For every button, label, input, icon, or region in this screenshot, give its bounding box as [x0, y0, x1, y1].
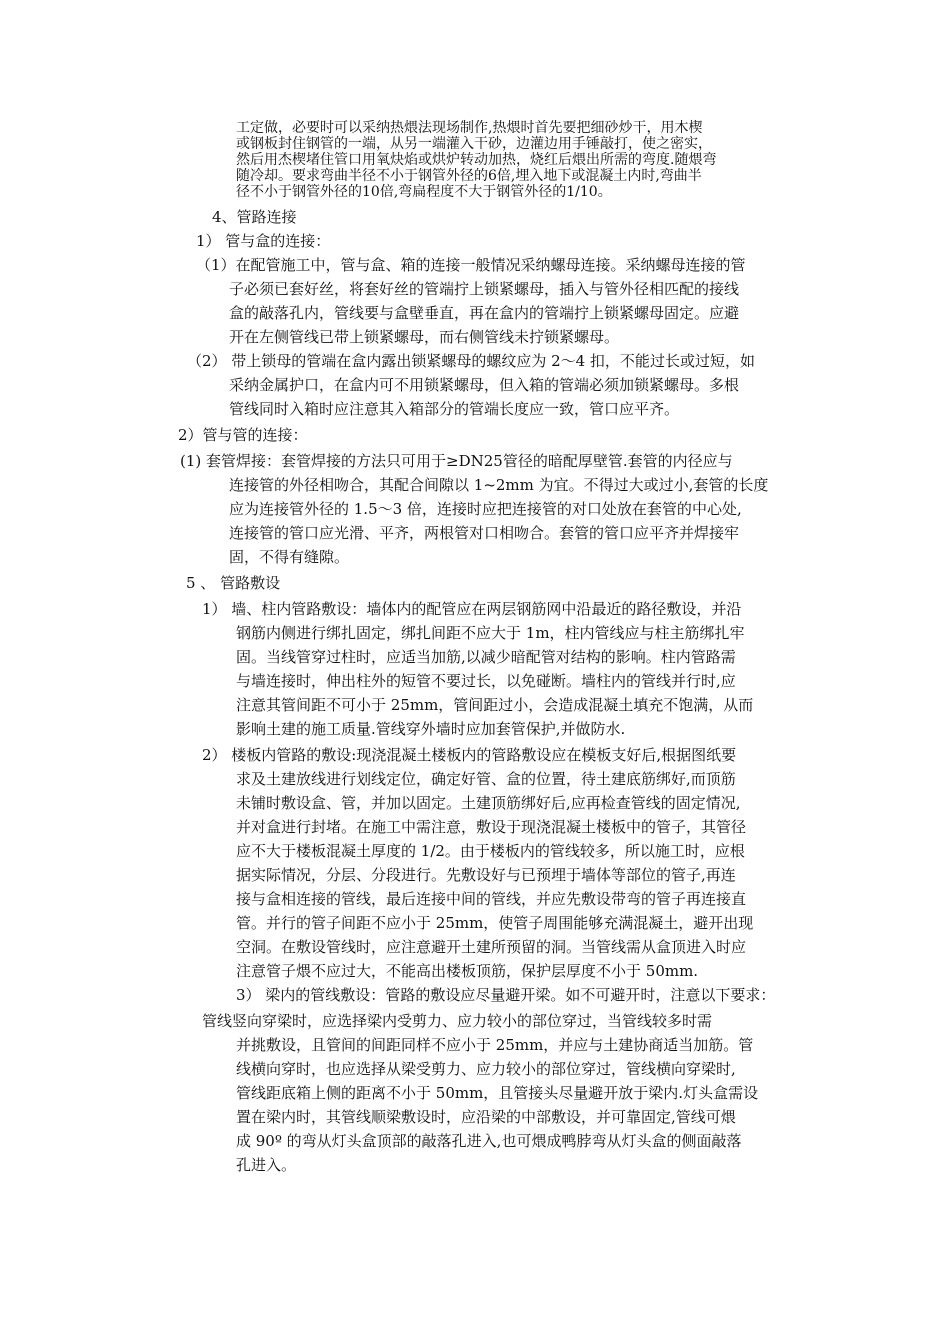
paragraph-line: 采纳金属护口，在盒内可不用锁紧螺母，但入箱的管端必须加锁紧螺母。多根 — [229, 376, 740, 394]
paragraph-line: 2） 楼板内管路的敷设:现浇混凝土楼板内的管路敷设应在模板支好后,根据图纸要 — [202, 746, 737, 764]
paragraph-line: 据实际情况，分层、分段进行。先敷设好与已预埋于墙体等部位的管子,再连 — [236, 866, 736, 884]
section-heading: 4、管路连接 — [212, 208, 297, 226]
paragraph-line: 钢筋内侧进行绑扎固定，绑扎间距不应大于 1m，柱内管线应与柱主筋绑扎牢 — [236, 624, 745, 642]
paragraph-line: 然后用杰楔堵住管口用氧炔焰或烘炉转动加热，烧红后煨出所需的弯度.随煨弯 — [236, 152, 717, 168]
paragraph-line: 随冷却。要求弯曲半径不小于钢管外径的6倍,埋入地下或混凝土内时,弯曲半 — [236, 168, 702, 184]
paragraph-line: 径不小于钢管外径的10倍,弯扁程度不大于钢管外径的1/10。 — [236, 184, 612, 200]
paragraph-line: 孔进入。 — [236, 1156, 297, 1174]
paragraph-line: (1) 套管焊接：套管焊接的方法只可用于≥DN25管径的暗配厚壁管.套管的内径应与 — [180, 452, 733, 470]
paragraph-line: 连接管的管口应光滑、平齐，两根管对口相吻合。套管的管口应平齐并焊接牢 — [229, 524, 740, 542]
paragraph-line: 线横向穿时，也应选择从梁受剪力、应力较小的部位穿过，管线横向穿梁时, — [236, 1060, 736, 1078]
paragraph-line: 与墙连接时，伸出柱外的短管不要过长，以免碰断。墙柱内的管线并行时,应 — [236, 672, 736, 690]
paragraph-line: （2） 带上锁母的管端在盒内露出锁紧螺母的螺纹应为 2～4 扣，不能过长或过短，如 — [187, 352, 755, 370]
paragraph-line: 1） 墙、柱内管路敷设：墙体内的配管应在两层钢筋网中沿最近的路径敷设，并沿 — [202, 600, 742, 618]
paragraph-line: 或钢板封住钢管的一端，从另一端灌入干砂，边灌边用手锤敲打，使之密实， — [236, 136, 712, 152]
paragraph-line: （1）在配管施工中，管与盒、箱的连接一般情况采纳螺母连接。采纳螺母连接的管 — [196, 256, 746, 274]
paragraph-line: 固，不得有缝隙。 — [229, 548, 350, 566]
paragraph-line: 管线竖向穿梁时，应选择梁内受剪力、应力较小的部位穿过，当管线较多时需 — [202, 1012, 713, 1030]
subsection-heading: 2）管与管的连接： — [178, 426, 308, 444]
subsection-heading: 1） 管与盒的连接： — [196, 232, 331, 250]
paragraph-line: 注意管子煨不应过大，不能高出楼板顶筋，保护层厚度不小于 50mm. — [236, 962, 699, 980]
paragraph-line: 置在梁内时，其管线顺梁敷设时，应沿梁的中部敷设，并可靠固定,管线可煨 — [236, 1108, 736, 1126]
paragraph-line: 空洞。在敷设管线时，应注意避开土建所预留的洞。当管线需从盒顶进入时应 — [236, 938, 747, 956]
paragraph-line: 并挑敷设，且管间的间距同样不应小于 25mm，并应与土建协商适当加筋。管 — [236, 1036, 754, 1054]
paragraph-line: 成 90º 的弯从灯头盒顶部的敲落孔进入,也可煨成鸭脖弯从灯头盒的侧面敲落 — [236, 1132, 742, 1150]
paragraph-line: 子必须已套好丝，将套好丝的管端拧上锁紧螺母，插入与管外径相匹配的接线 — [229, 280, 740, 298]
paragraph-line: 应不大于楼板混凝土厚度的 1/2。由于楼板内的管线较多，所以施工时，应根 — [236, 842, 745, 860]
paragraph-line: 并对盒进行封堵。在施工中需注意，敷设于现浇混凝土楼板中的管子，其管径 — [236, 818, 747, 836]
paragraph-line: 工定做，必要时可以采纳热煨法现场制作,热煨时首先要把细砂炒干，用木楔 — [236, 120, 703, 136]
paragraph-line: 固。当线管穿过柱时，应适当加筋,以减少暗配管对结构的影响。柱内管路需 — [236, 648, 736, 666]
paragraph-line: 3） 梁内的管线敷设：管路的敷设应尽量避开梁。如不可避开时，注意以下要求： — [236, 986, 776, 1004]
paragraph-line: 连接管的外径相吻合，其配合间隙以 1~2mm 为宜。不得过大或过小,套管的长度 — [229, 476, 769, 494]
paragraph-line: 管线同时入箱时应注意其入箱部分的管端长度应一致，管口应平齐。 — [229, 400, 680, 418]
paragraph-line: 未铺时敷设盒、管，并加以固定。土建顶筋绑好后,应再检查管线的固定情况, — [236, 794, 741, 812]
paragraph-line: 接与盒相连接的管线，最后连接中间的管线，并应先敷设带弯的管子再连接直 — [236, 890, 747, 908]
paragraph-line: 注意其管间距不可小于 25mm，管间距过小，会造成混凝土填充不饱满，从而 — [236, 696, 754, 714]
paragraph-line: 应为连接管外径的 1.5～3 倍，连接时应把连接管的对口处放在套管的中心处, — [229, 500, 742, 518]
paragraph-line: 求及土建放线进行划线定位，确定好管、盒的位置，待土建底筋绑好,而顶筋 — [236, 770, 736, 788]
paragraph-line: 管线距底箱上侧的距离不小于 50mm，且管接头尽量避开放于梁内.灯头盒需设 — [236, 1084, 759, 1102]
section-heading: 5 、 管路敷设 — [186, 574, 281, 592]
paragraph-line: 盒的敲落孔内，管线要与盒壁垂直，再在盒内的管端拧上锁紧螺母固定。应避 — [229, 304, 740, 322]
paragraph-line: 影响土建的施工质量.管线穿外墙时应加套管保护,并做防水. — [236, 720, 626, 738]
paragraph-line: 管。并行的管子间距不应小于 25mm，使管子周围能够充满混凝土，避开出现 — [236, 914, 754, 932]
paragraph-line: 开在左侧管线已带上锁紧螺母，而右侧管线未拧锁紧螺母。 — [229, 328, 620, 346]
